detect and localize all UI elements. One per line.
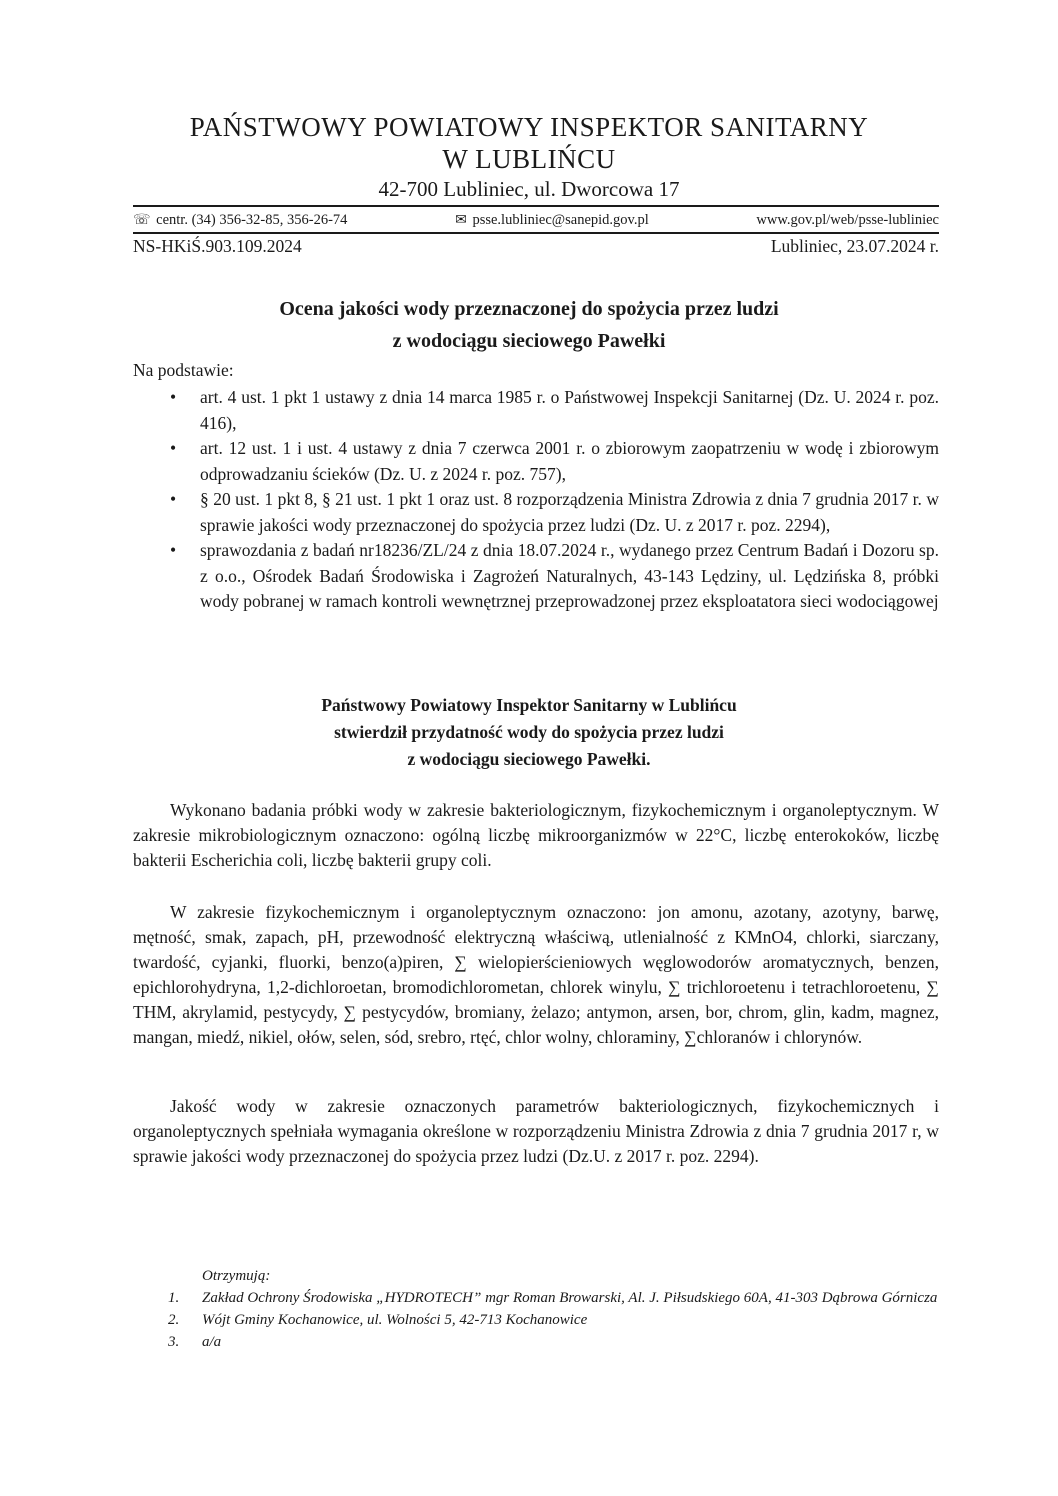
legal-basis-item: • art. 12 ust. 1 i ust. 4 ustawy z dnia 7 czerwca 2001 r. o zbiorowym zaopatrzeniu w wodę i zbiorowym odprowadzaniu ścieków (Dz. U. z 2024 r. poz. 757),	[170, 438, 939, 484]
recipient-item: 3. a/a	[168, 1334, 222, 1350]
bullet-icon: •	[170, 438, 177, 458]
header-divider-top	[133, 205, 939, 207]
document-title-line2: z wodociągu sieciowego Pawełki	[392, 330, 666, 352]
phone-contact	[133, 212, 347, 229]
recipients-section	[168, 1265, 948, 1353]
recipient-item: 1. Zakład Ochrony Środowiska „HYDROTECH” mgr Roman Browarski, Al. J. Piłsudskiego 60A, 41-303 Dąbrowa Górnicza	[168, 1290, 938, 1306]
bullet-icon: •	[170, 387, 177, 407]
reference-row	[133, 236, 939, 257]
email-contact[interactable]	[455, 212, 649, 229]
legal-basis-list	[133, 385, 939, 615]
phone-number: centr. (34) 356-32-85, 356-26-74	[156, 211, 348, 228]
phone-icon: ☏	[133, 212, 151, 228]
decision-line1: Państwowy Powiatowy Inspektor Sanitarny w Lublińcu	[321, 695, 737, 715]
document-title-line1: Ocena jakości wody przeznaczonej do spożycia przez ludzi	[279, 298, 779, 320]
legal-basis-item: • art. 4 ust. 1 pkt 1 ustawy z dnia 14 marca 1985 r. o Państwowej Inspekcji Sanitarnej (Dz. U. 2024 r. poz. 416),	[170, 387, 939, 433]
recipients-label: Otrzymują:	[202, 1268, 271, 1284]
bullet-icon: •	[170, 540, 177, 560]
institution-name: PAŃSTWOWY POWIATOWY INSPEKTOR SANITARNY	[189, 112, 869, 142]
contact-bar	[133, 210, 939, 230]
place-date: Lubliniec, 23.07.2024 r.	[770, 236, 939, 256]
decision-line2: stwierdził przydatność wody do spożycia przez ludzi	[334, 722, 724, 742]
body-paragraph-physicochemical: W zakresie fizykochemicznym i organoleptycznym oznaczono: jon amonu, azotany, azotyny, barwę, mętność, smak, zapach, pH, przewodność elektryczną właściwą, utlenialność z KMnO4, chlorki, siarczany, twardość, cyjanki, fluorki, benzo(a)piren, ∑ wielopierścieniowych węglowodorów aromatycznych, benzen, epichlorohydryna, 1,2-dichloroetan, bromodichlorometan, chlorek winylu, ∑ trichloroetenu i tetrachloroetenu, ∑ THM, akrylamid, pestycydy, ∑ pestycydów, bromiany, żelazo; antymon, arsen, bor, chrom, glin, kadm, magnez, mangan, miedź, nikiel, ołów, selen, sód, srebro, rtęć, chlor wolny, chloraminy, ∑chloranów i chlorynów.	[133, 902, 939, 1047]
bullet-icon: •	[170, 489, 177, 509]
legal-basis-item: • § 20 ust. 1 pkt 8, § 21 ust. 1 pkt 1 oraz ust. 8 rozporządzenia Ministra Zdrowia z dnia 7 grudnia 2017 r. w sprawie jakości wody przeznaczonej do spożycia przez ludzi (Dz. U. z 2017 r. poz. 2294),	[170, 489, 939, 535]
website-link[interactable]: www.gov.pl/web/psse-lubliniec	[756, 211, 939, 228]
institution-location: W LUBLIŃCU	[442, 144, 616, 174]
email-icon: ✉	[455, 212, 467, 228]
recipient-item: 2. Wójt Gminy Kochanowice, ul. Wolności 5, 42-713 Kochanowice	[168, 1312, 588, 1328]
email-address[interactable]: psse.lubliniec@sanepid.gov.pl	[472, 211, 649, 228]
body-paragraph-microbiology: Wykonano badania próbki wody w zakresie bakteriologicznym, fizykochemicznym i organoleptycznym. W zakresie mikrobiologicznym oznaczono: ogólną liczbę mikroorganizmów w 22°C, liczbę enterokoków, liczbę bakterii Escherichia coli, liczbę bakterii grupy coli.	[133, 800, 939, 870]
body-paragraph-conclusion: Jakość wody w zakresie oznaczonych parametrów bakteriologicznych, fizykochemicznych i organoleptycznych spełniała wymagania określone w rozporządzeniu Ministra Zdrowia z dnia 7 grudnia 2017 r, w sprawie jakości wody przeznaczonej do spożycia przez ludzi (Dz.U. z 2017 r. poz. 2294).	[133, 1096, 939, 1166]
legal-basis-label: Na podstawie:	[133, 360, 234, 380]
decision-line3: z wodociągu sieciowego Pawełki.	[407, 749, 651, 769]
reference-number: NS-HKiŚ.903.109.2024	[133, 236, 302, 256]
header-divider-bottom	[133, 232, 939, 234]
institution-address: 42-700 Lubliniec, ul. Dworcowa 17	[378, 177, 680, 201]
decision-statement	[0, 692, 1058, 773]
legal-basis-item: • sprawozdania z badań nr18236/ZL/24 z dnia 18.07.2024 r., wydanego przez Centrum Badań i Dozoru sp. z o.o., Ośrodek Badań Środowiska i Zagrożeń Naturalnych, 43-143 Lędziny, ul. Lędzińska 8, próbki wody pobranej w ramach kontroli wewnętrznej przeprowadzonej przez eksploatatora sieci wodociągowej	[170, 540, 939, 611]
recipients-list	[168, 1287, 948, 1353]
